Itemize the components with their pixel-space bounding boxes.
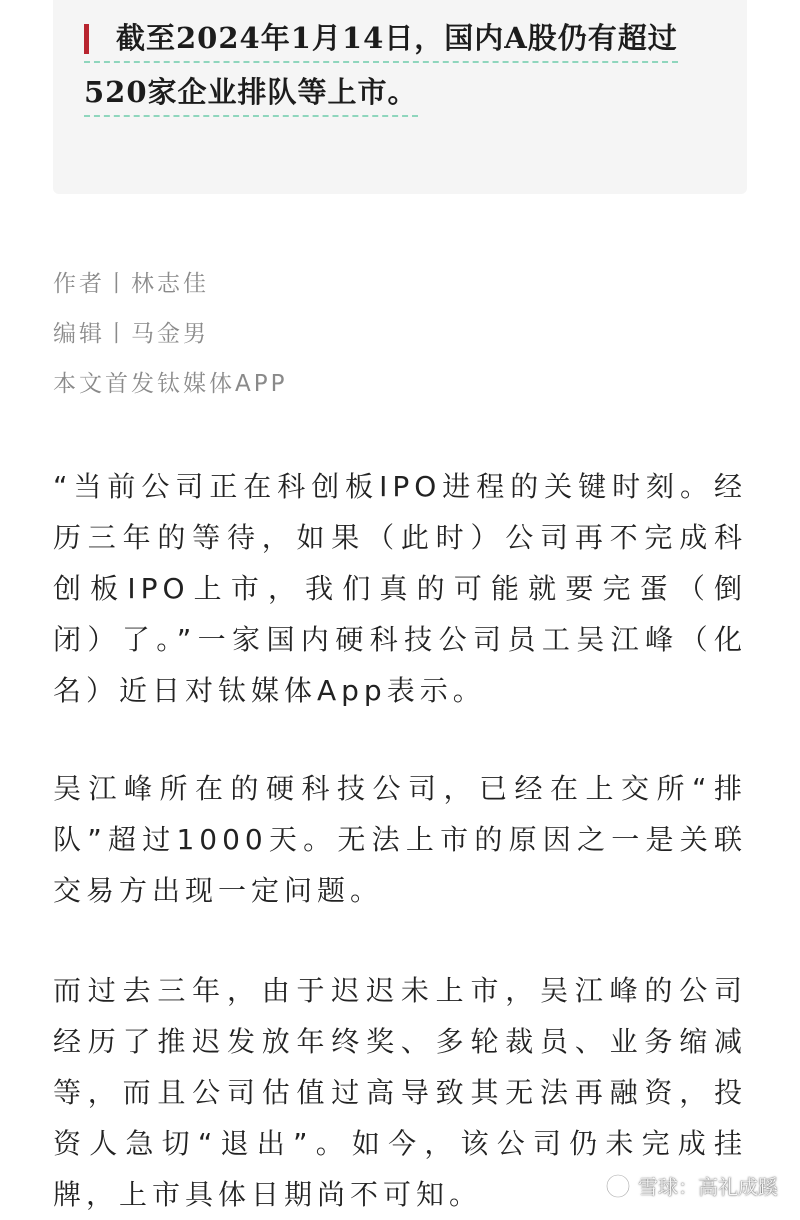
- paragraph-line: 交易方出现一定问题。: [53, 874, 384, 907]
- watermark-text: 雪球：高礼成蹊: [638, 1175, 778, 1199]
- paragraph-line: “当前公司正在科创板IPO进程的关键时刻。经: [53, 470, 747, 503]
- editor-line: 编辑丨马金男: [53, 321, 209, 347]
- paragraph-line: 闭）了。”一家国内硬科技公司员工吴江峰（化: [53, 623, 747, 656]
- paragraph-line: 创板IPO上市，我们真的可能就要完蛋（倒: [53, 572, 747, 605]
- paragraph-line: 资人急切“退出”。如今，该公司仍未完成挂: [53, 1127, 747, 1160]
- paragraph-line: 名）近日对钛媒体App表示。: [53, 674, 486, 707]
- paragraph-line: 历三年的等待，如果（此时）公司再不完成科: [53, 521, 747, 554]
- paragraph-line: 队”超过1000天。无法上市的原因之一是关联: [53, 823, 747, 856]
- summary-line-2: 520家企业排队等上市。: [84, 72, 418, 117]
- paragraph-line: 经历了推迟发放年终奖、多轮裁员、业务缩减: [53, 1025, 747, 1058]
- paragraph-2: [53, 763, 747, 916]
- source-line: 本文首发钛媒体APP: [53, 371, 288, 397]
- author-line: 作者丨林志佳: [53, 271, 209, 297]
- paragraph-line: 牌，上市具体日期尚不可知。: [53, 1178, 483, 1211]
- snowball-logo-icon: [604, 1172, 632, 1200]
- paragraph-line: 而过去三年，由于迟迟未上市，吴江峰的公司: [53, 974, 747, 1007]
- paragraph-1: [53, 461, 747, 716]
- paragraph-line: 等，而且公司估值过高导致其无法再融资，投: [53, 1076, 747, 1109]
- paragraph-line: 吴江峰所在的硬科技公司，已经在上交所“排: [53, 772, 747, 805]
- watermark: [604, 1171, 778, 1200]
- summary-line-1: 截至2024年1月14日，国内A股仍有超过: [84, 18, 678, 63]
